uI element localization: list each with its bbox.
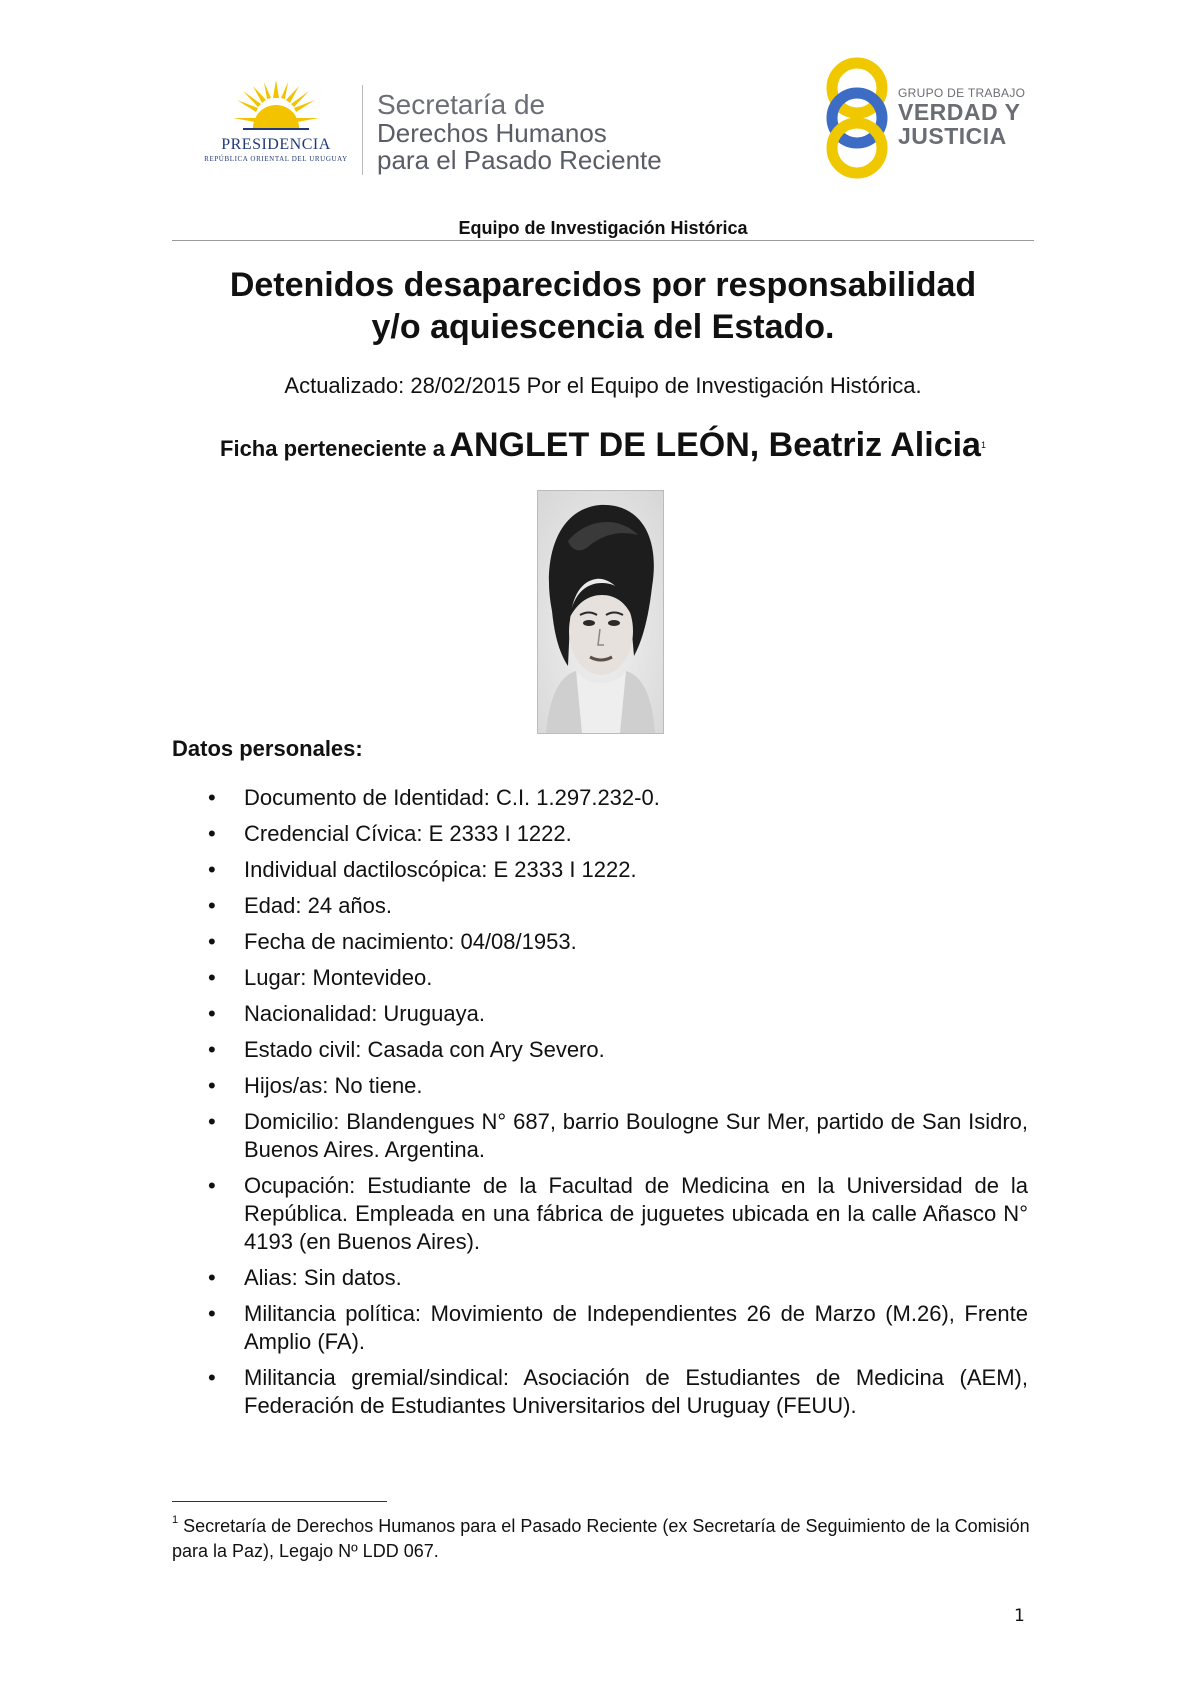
- list-item: [208, 1264, 1028, 1292]
- secretaria-line-3: para el Pasado Reciente: [377, 145, 662, 175]
- presidencia-logo: [196, 78, 356, 178]
- page-header: [0, 0, 1190, 200]
- linked-rings-icon: [822, 56, 892, 180]
- footnote: [172, 1510, 1034, 1564]
- bullet-icon: •: [208, 821, 216, 846]
- portrait-image: [538, 491, 663, 733]
- bullet-icon: •: [208, 1037, 216, 1062]
- footnote-reference: 1: [980, 439, 986, 450]
- header-rule: [172, 240, 1034, 241]
- updated-line: Actualizado: 28/02/2015 Por el Equipo de Investigación Histórica.: [284, 373, 922, 398]
- bullet-icon: •: [208, 857, 216, 882]
- ficha-prefix: Ficha perteneciente a: [220, 436, 445, 461]
- person-photo: [537, 490, 664, 734]
- list-item-text: Hijos/as: No tiene.: [244, 1073, 423, 1098]
- list-item-text: Militancia política: Movimiento de Independientes 26 de Marzo (M.26), Frente Amplio (FA).: [244, 1301, 1028, 1354]
- page-title: [172, 264, 1034, 348]
- list-item-text: Documento de Identidad: C.I. 1.297.232-0.: [244, 785, 660, 810]
- bullet-icon: •: [208, 1365, 216, 1390]
- list-item-text: Domicilio: Blandengues N° 687, barrio Boulogne Sur Mer, partido de San Isidro, Buenos Aires. Argentina.: [244, 1109, 1028, 1162]
- secretaria-line-2: Derechos Humanos: [377, 118, 607, 148]
- list-item: [208, 1172, 1028, 1256]
- verdad-justicia-logo: [822, 56, 1032, 180]
- list-item: [208, 1072, 1028, 1100]
- personal-data-list: [208, 784, 1028, 1428]
- list-item: [208, 856, 1028, 884]
- secretaria-line-1: Secretaría de: [377, 89, 546, 120]
- list-item-text: Fecha de nacimiento: 04/08/1953.: [244, 929, 577, 954]
- header-divider: [362, 85, 363, 175]
- list-item-text: Militancia gremial/sindical: Asociación de Estudiantes de Medicina (AEM), Federación de Estudiantes Universitarios del Uruguay (FEUU).: [244, 1365, 1028, 1418]
- list-item: [208, 784, 1028, 812]
- list-item-text: Lugar: Montevideo.: [244, 965, 433, 990]
- list-item-text: Alias: Sin datos.: [244, 1265, 402, 1290]
- title-line-2: y/o aquiescencia del Estado.: [371, 308, 835, 346]
- bullet-icon: •: [208, 893, 216, 918]
- list-item-text: Individual dactiloscópica: E 2333 I 1222.: [244, 857, 637, 882]
- title-line-1: Detenidos desaparecidos por responsabilidad: [229, 266, 977, 304]
- list-item: [208, 964, 1028, 992]
- list-item: [208, 1300, 1028, 1356]
- bullet-icon: •: [208, 965, 216, 990]
- secretaria-logo-text: [377, 90, 662, 174]
- list-item-text: Estado civil: Casada con Ary Severo.: [244, 1037, 605, 1062]
- presidencia-name: PRESIDENCIA: [221, 136, 331, 153]
- footnote-text: Secretaría de Derechos Humanos para el Pasado Reciente (ex Secretaría de Seguimiento de la Comisión para la Paz), Legajo Nº LDD 067.: [172, 1516, 1030, 1561]
- ficha-heading: [172, 426, 1034, 465]
- verdad-justicia-text: [898, 86, 1025, 148]
- team-heading: Equipo de Investigación Histórica: [458, 218, 748, 238]
- sun-emblem-icon: [231, 78, 321, 136]
- group-line-3: JUSTICIA: [898, 123, 1007, 149]
- group-line-1: GRUPO DE TRABAJO: [898, 86, 1026, 100]
- list-item: [208, 1108, 1028, 1164]
- bullet-icon: •: [208, 929, 216, 954]
- list-item-text: Edad: 24 años.: [244, 893, 393, 918]
- footnote-separator: [172, 1501, 387, 1502]
- bullet-icon: •: [208, 1173, 216, 1198]
- person-name: ANGLET DE LEÓN, Beatriz Alicia: [449, 426, 981, 464]
- bullet-icon: •: [208, 1265, 216, 1290]
- bullet-icon: •: [208, 785, 216, 810]
- presidencia-subtitle: REPÚBLICA ORIENTAL DEL URUGUAY: [204, 155, 348, 163]
- list-item-text: Nacionalidad: Uruguaya.: [244, 1001, 485, 1026]
- list-item-text: Credencial Cívica: E 2333 I 1222.: [244, 821, 572, 846]
- bullet-icon: •: [208, 1073, 216, 1098]
- list-item: [208, 820, 1028, 848]
- bullet-icon: •: [208, 1001, 216, 1026]
- list-item: [208, 1036, 1028, 1064]
- group-line-2: VERDAD Y: [898, 99, 1021, 125]
- list-item: [208, 928, 1028, 956]
- section-title-datos: Datos personales:: [172, 736, 363, 761]
- footnote-number: 1: [172, 1514, 179, 1526]
- bullet-icon: •: [208, 1109, 216, 1134]
- bullet-icon: •: [208, 1301, 216, 1326]
- list-item: [208, 1000, 1028, 1028]
- list-item: [208, 892, 1028, 920]
- page-number: 1: [1014, 1606, 1025, 1626]
- list-item-text: Ocupación: Estudiante de la Facultad de Medicina en la Universidad de la República. Empleada en una fábrica de juguetes ubicada en la calle Añasco N° 4193 (en Buenos Aires).: [244, 1173, 1028, 1254]
- list-item: [208, 1364, 1028, 1420]
